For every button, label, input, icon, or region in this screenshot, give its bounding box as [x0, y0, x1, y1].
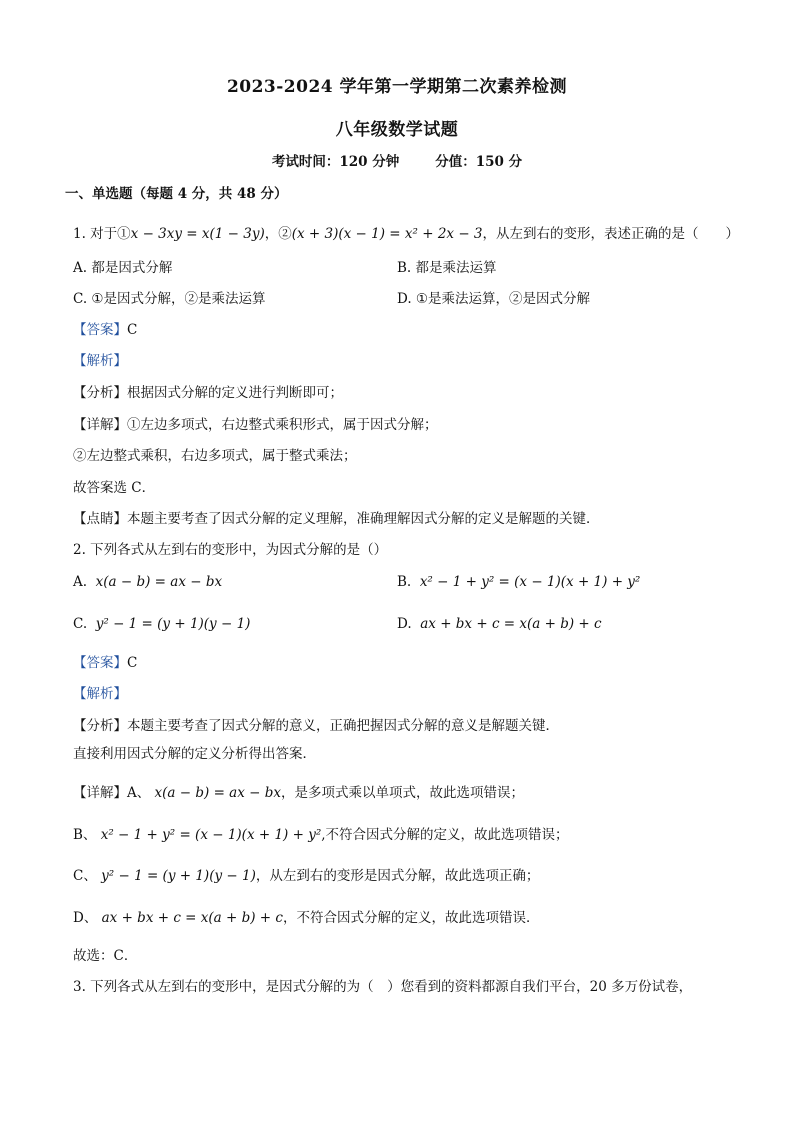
q2-detail-c — [73, 864, 539, 884]
exam-subtitle: 八年级数学试题 — [335, 120, 459, 140]
q2-expr-a: x(a − b) = ax − bx — [95, 574, 223, 590]
q1-conclusion: 故答案选 C． — [73, 480, 156, 496]
dianjing-tag: 【点睛】 — [73, 511, 127, 527]
q2-analysis-tag — [73, 682, 127, 702]
q2-label-a: A. — [73, 574, 88, 590]
q2-detail-a-expr: x(a − b) = ax − bx — [154, 785, 281, 801]
q2-fenxi — [73, 714, 559, 734]
q1-answer-value: C — [127, 322, 138, 338]
q1-option-c: C. ①是因式分解，②是乘法运算 — [73, 291, 266, 307]
q2-detail-b-text: ,不符合因式分解的定义，故此选项错误； — [321, 827, 569, 843]
exam-title: 2023-2024 学年第一学期第二次素养检测 — [226, 77, 568, 97]
q2-detail-a-prefix: A、 — [127, 785, 151, 801]
section-heading: 一、单选题（每题 4 分，共 48 分） — [65, 186, 288, 202]
xiangjie-tag: 【详解】 — [73, 417, 127, 433]
q2-label-b: B. — [397, 574, 412, 590]
exam-score: 分值：150 分 — [435, 154, 523, 170]
answer-tag: 【答案】 — [73, 322, 127, 338]
fenxi-tag: 【分析】 — [73, 718, 127, 734]
q2-detail-c-expr: y² − 1 = (y + 1)(y − 1) — [101, 868, 256, 884]
q1-xiangjie-2: ②左边整式乘积，右边多项式，属于整式乘法； — [73, 448, 357, 464]
q2-detail-c-prefix: C、 — [73, 868, 97, 884]
q2-option-d — [397, 616, 602, 632]
analysis-tag: 【解析】 — [73, 353, 127, 369]
q2-detail-b-prefix: B、 — [73, 827, 97, 843]
q2-label-d: D. — [397, 616, 412, 632]
q1-option-a: A. 都是因式分解 — [73, 260, 173, 276]
q1-dianjing-text: 本题主要考查了因式分解的定义理解，准确理解因式分解的定义是解题的关键． — [127, 511, 600, 527]
q2-detail-b — [73, 823, 569, 843]
q1-prefix: 1. 对于① — [73, 226, 131, 242]
q1-option-d: D. ①是乘法运算，②是因式分解 — [397, 291, 591, 307]
q2-detail-b-expr: x² − 1 + y² = (x − 1)(x + 1) + y² — [100, 827, 322, 843]
q1-xiangjie-text-1: ①左边多项式，右边整式乘积形式，属于因式分解； — [127, 417, 438, 433]
q2-label-c: C. — [73, 616, 88, 632]
q2-detail-d — [73, 906, 539, 926]
q2-expr-b: x² − 1 + y² = (x − 1)(x + 1) + y² — [419, 574, 641, 590]
q2-expr-c: y² − 1 = (y + 1)(y − 1) — [95, 616, 251, 632]
q1-fenxi — [73, 381, 343, 401]
q3-stem: 3. 下列各式从左到右的变形中，是因式分解的为（ ）您看到的资料都源自我们平台，20 多万份试卷， — [73, 979, 693, 995]
q2-fenxi-text: 本题主要考查了因式分解的意义，正确把握因式分解的意义是解题关键． — [127, 718, 559, 734]
xiangjie-tag: 【详解】 — [73, 785, 127, 801]
q2-option-a — [73, 574, 222, 590]
q1-option-b: B. 都是乘法运算 — [397, 260, 497, 276]
fenxi-tag: 【分析】 — [73, 385, 127, 401]
q2-option-b — [397, 574, 640, 590]
q2-answer-value: C — [127, 655, 138, 671]
answer-tag: 【答案】 — [73, 655, 127, 671]
q2-detail-d-prefix: D、 — [73, 910, 98, 926]
q1-fenxi-text: 根据因式分解的定义进行判断即可； — [127, 385, 343, 401]
exam-time: 考试时间：120 分钟 — [271, 154, 400, 170]
q2-fenxi-2: 直接利用因式分解的定义分析得出答案． — [73, 746, 316, 762]
q1-formula-2: (x + 3)(x − 1) = x² + 2x − 3 — [291, 226, 483, 242]
q2-stem: 2. 下列各式从左到右的变形中，为因式分解的是（） — [73, 542, 388, 558]
q1-xiangjie — [73, 413, 438, 433]
q2-detail-c-text: ，从左到右的变形是因式分解，故此选项正确； — [255, 868, 540, 884]
q2-expr-d: ax + bx + c = x(a + b) + c — [420, 616, 602, 632]
q1-formula-1: x − 3xy = x(1 − 3y) — [130, 226, 265, 242]
q2-answer — [73, 651, 137, 671]
q2-detail-a-text: ，是多项式乘以单项式，故此选项错误； — [280, 785, 524, 801]
analysis-tag: 【解析】 — [73, 686, 127, 702]
q2-detail-d-text: ，不符合因式分解的定义，故此选项错误． — [282, 910, 540, 926]
q1-stem — [73, 222, 739, 242]
q2-detail-d-expr: ax + bx + c = x(a + b) + c — [101, 910, 283, 926]
q2-option-c — [73, 616, 250, 632]
q1-mid: ，② — [264, 226, 292, 242]
q2-conclusion: 故选：C． — [73, 948, 138, 964]
q1-dianjing — [73, 507, 600, 527]
q1-analysis-tag — [73, 349, 127, 369]
q2-detail-a — [73, 781, 524, 801]
exam-meta — [0, 150, 794, 170]
q1-suffix: ，从左到右的变形，表述正确的是（ ） — [482, 226, 740, 242]
q1-answer — [73, 318, 137, 338]
